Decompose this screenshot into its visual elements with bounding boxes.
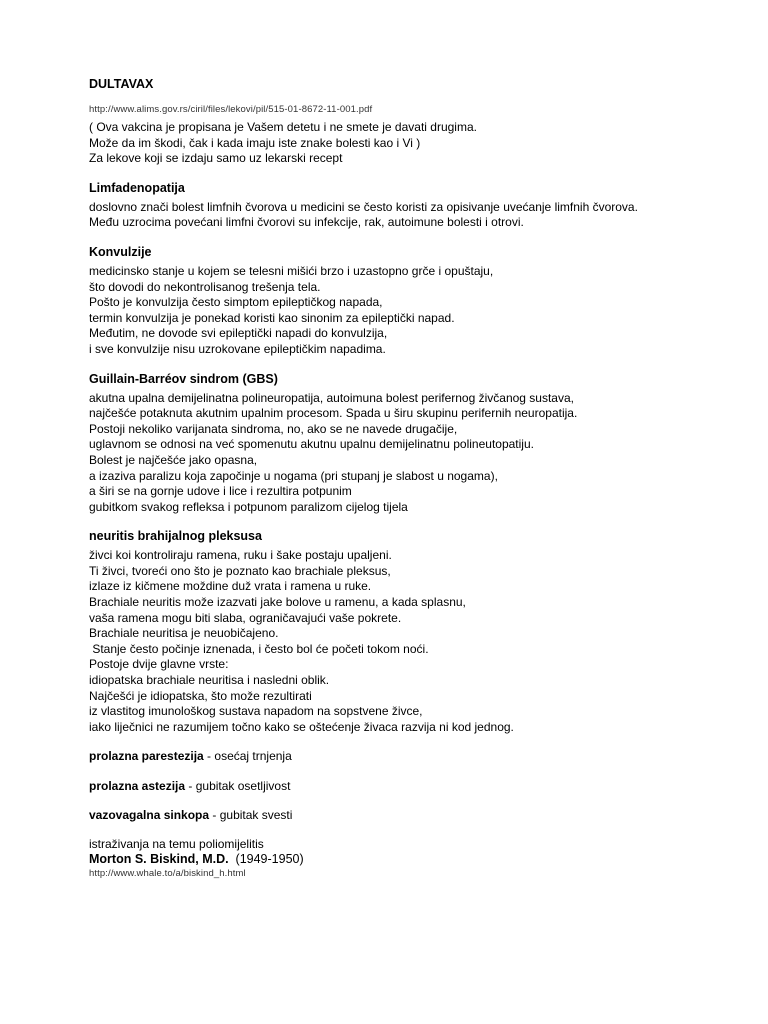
section-line: medicinsko stanje u kojem se telesni mišići brzo i uzastopno grče i opuštaju, (89, 263, 494, 278)
section-line: doslovno znači bolest limfnih čvorova u medicini se često koristi za opisivanje uvećanje limfnih čvorova. (89, 199, 638, 214)
section-line: vaša ramena mogu biti slaba, ograničavajući vaše pokrete. (89, 610, 402, 625)
reference-author: Morton S. Biskind, M.D. (89, 852, 229, 867)
section-line: Brachiale neuritisa je neuobičajeno. (89, 626, 279, 641)
section-line: iz vlastitog imunološkog sustava napadom na sopstvene živce, (89, 704, 423, 719)
section-line: Stanje često počinje iznenada, i često bol će početi tokom noći. (89, 641, 429, 656)
section-neuritis (89, 528, 749, 735)
definition-separator: - (203, 749, 215, 764)
section-line: izlaze iz kičmene moždine duž vrata i ramena u ruke. (89, 579, 372, 594)
section-line: najčešće potaknuta akutnim upalnim procesom. Spada u širu skupinu perifernih neuropatija. (89, 406, 578, 421)
section-line: što dovodi do nekontrolisanog trešenja tela. (89, 279, 321, 294)
section-line: idiopatska brachiale neuritisa i naslednі oblik. (89, 673, 330, 688)
section-line: termin konvulzija je ponekad koristi kao sinonim za epileptički napad. (89, 310, 455, 325)
intro-block (89, 120, 749, 167)
intro-line: Za lekove koji se izdaju samo uz lekarski recept (89, 151, 343, 166)
section-heading: Konvulzije (89, 244, 152, 259)
section-line: iako liječnici ne razumijem točno kako se oštećenje živaca razvija ni kod jednog. (89, 719, 514, 734)
definition-astezija (89, 778, 749, 794)
section-line: gubitkom svakog refleksa i potpunom paralizom cijelog tijela (89, 499, 408, 514)
reference-url[interactable]: http://www.whale.to/a/biskind_h.html (89, 867, 246, 879)
document-page (89, 76, 749, 880)
section-line: uglavnom se odnosi na već spomenutu akutnu upalnu demijelinatnu polineutopatiju. (89, 437, 534, 452)
section-line: Postoji nekoliko varijanata sindroma, no, ako se ne navede drugačije, (89, 421, 458, 436)
section-heading: Limfadenopatija (89, 180, 185, 195)
definition-parestezija (89, 748, 749, 764)
section-line: i sve konvulzije nisu uzrokovane epileptičkim napadima. (89, 341, 386, 356)
section-limfadenopatija (89, 180, 749, 231)
section-line: Bolest je najčešće jako opasna, (89, 452, 258, 467)
definition-meaning: gubitak svesti (219, 808, 293, 823)
reference-author-line (89, 852, 749, 868)
section-line: Ti živci, tvoreći ono što je poznato kao brachiale pleksus, (89, 563, 391, 578)
definition-separator: - (185, 778, 196, 793)
definition-term: prolazna parestezija (89, 749, 204, 764)
definition-term: prolazna astezija (89, 778, 186, 793)
section-line: a širi se na gornje udove i lice i rezultira potpunim (89, 484, 352, 499)
reference-block (89, 837, 749, 880)
document-title: DULTAVAX (89, 77, 154, 91)
section-gbs (89, 371, 749, 516)
section-line: akutna upalna demijelinatna polineuropatija, autoimuna bolest perifernog živčanog sustava, (89, 390, 574, 405)
definition-term: vazovagalna sinkopa (89, 808, 210, 823)
section-line: živci koi kontroliraju ramena, ruku i šake postaju upaljeni. (89, 548, 392, 563)
section-heading: Guillain-Barréov sindrom (GBS) (89, 371, 278, 386)
section-line: Međutim, ne dovode svi epileptički napadi do konvulzija, (89, 326, 388, 341)
definition-separator: - (209, 808, 220, 823)
intro-line: Može da im škodi, čak i kada imaju iste znake bolesti kao i Vi ) (89, 135, 421, 150)
section-line: Pošto je konvulzija često simptom epileptičkog napada, (89, 295, 383, 310)
definition-meaning: gubitak osetljivost (195, 778, 291, 793)
intro-line: ( Ova vakcina je propisana je Vašem detetu i ne smete je davati drugima. (89, 120, 477, 134)
definition-sinkopa (89, 807, 749, 823)
section-line: Najčešći je idiopatska, što može rezultirati (89, 688, 312, 703)
section-konvulzije (89, 244, 749, 358)
section-line: Postoje dvije glavne vrste: (89, 657, 229, 672)
source-url[interactable]: http://www.alims.gov.rs/ciril/files/lekovi/pil/515-01-8672-11-001.pdf (89, 104, 373, 115)
reference-heading: istraživanja na temu poliomijelitis (89, 836, 264, 851)
section-line: a izaziva paralizu koja započinje u nogama (pri stupanj je slabost u nogama), (89, 468, 498, 483)
reference-years: (1949-1950) (228, 852, 304, 867)
section-line: Brachiale neuritis može izazvati jake bolove u ramenu, a kada splasnu, (89, 595, 466, 610)
section-line: Među uzrocima povećani limfni čvorovi su infekcije, rak, autoimune bolesti i otrovi. (89, 215, 524, 230)
definition-meaning: osećaj trnjenja (214, 749, 292, 764)
section-heading: neuritis brahijalnog pleksusa (89, 529, 262, 544)
